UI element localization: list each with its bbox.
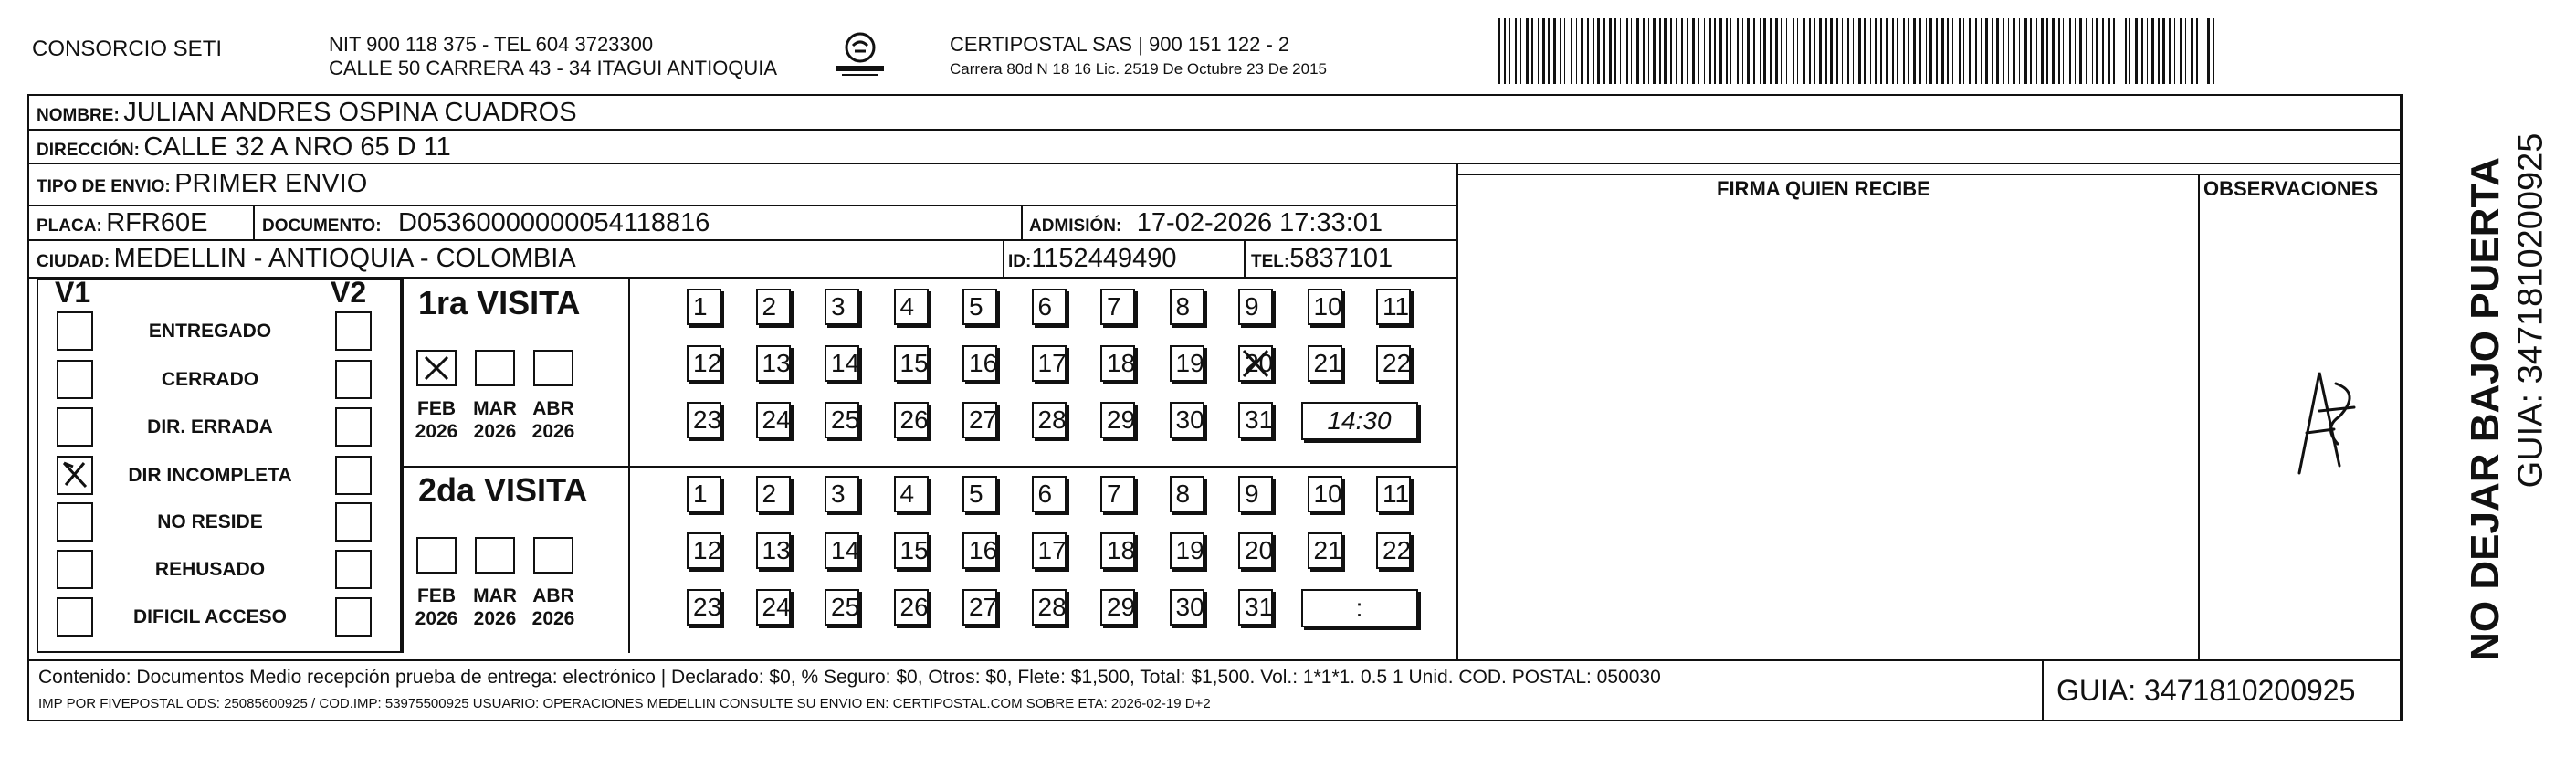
day-checkbox[interactable]: 13 [756,345,791,382]
certipostal-logo [833,27,888,80]
day-checkbox[interactable]: 30 [1170,402,1204,438]
v1-checkbox[interactable] [57,597,93,637]
month-label [530,584,577,630]
day-checkbox[interactable]: 20 [1238,345,1273,382]
month-name: MAR [473,398,517,419]
month-year: 2026 [415,421,458,442]
observaciones-handwriting [2283,356,2365,484]
month-name: ABR [532,585,574,606]
tipo-row [37,169,367,199]
day-checkbox[interactable]: 27 [962,589,997,626]
tipo-value: PRIMER ENVIO [174,169,368,198]
month-checkbox[interactable] [475,537,515,574]
direccion-label: DIRECCIÓN: [37,141,140,160]
day-checkbox[interactable]: 28 [1032,589,1067,626]
day-checkbox[interactable]: 10 [1308,289,1342,325]
day-checkbox[interactable]: 2 [756,289,791,325]
day-checkbox[interactable]: 17 [1032,345,1067,382]
month-checkbox[interactable] [475,350,515,386]
month-name: ABR [532,398,574,419]
month-year: 2026 [473,421,517,442]
month-checkbox[interactable] [533,350,573,386]
month-label [471,397,519,443]
day-checkbox[interactable]: 3 [825,476,859,512]
day-checkbox[interactable]: 18 [1100,532,1135,569]
month-label [413,584,460,630]
day-checkbox[interactable]: 11 [1376,476,1411,512]
day-checkbox[interactable]: 14 [825,345,859,382]
v2-checkbox[interactable] [335,597,372,637]
sender-name: CONSORCIO SETI [32,37,223,61]
day-checkbox[interactable]: 14 [825,532,859,569]
status-option-label: DIR. ERRADA [147,416,273,437]
side-warning: NO DEJAR BAJO PUERTA [2463,157,2508,661]
day-checkbox[interactable]: 21 [1308,532,1342,569]
admision-row [1029,208,1383,238]
day-checkbox[interactable]: 8 [1170,476,1204,512]
nombre-value: JULIAN ANDRES OSPINA CUADROS [123,98,577,127]
side-guia: GUIA: 3471810200925 [2511,132,2550,489]
v1-checkbox[interactable] [57,550,93,589]
day-checkbox[interactable]: 4 [894,476,929,512]
id-value: 1152449490 [1031,244,1177,273]
month-year: 2026 [473,608,517,629]
day-checkbox[interactable]: 16 [962,345,997,382]
v2-checkbox[interactable] [335,456,372,495]
visit-title: 1ra VISITA [418,284,581,321]
day-checkbox[interactable]: 24 [756,402,791,438]
day-checkbox[interactable]: 19 [1170,532,1204,569]
day-checkbox[interactable]: 24 [756,589,791,626]
nombre-row [37,98,577,128]
status-option-label: DIR INCOMPLETA [128,465,292,486]
ciudad-row [37,244,576,274]
v1-checkbox[interactable] [57,502,93,542]
month-checkbox[interactable] [416,350,457,386]
documento-value: D05360000000054118816 [398,208,710,237]
time-field[interactable]: 14:30 [1301,402,1418,440]
day-checkbox[interactable]: 7 [1100,476,1135,512]
placa-label: PLACA: [37,216,102,236]
day-checkbox[interactable]: 23 [687,589,721,626]
time-field[interactable]: : [1301,589,1418,627]
v1-checkbox[interactable] [57,456,93,495]
day-check-mark [1238,345,1273,386]
barcode [1498,18,2219,84]
nombre-label: NOMBRE: [37,106,120,125]
direccion-value: CALLE 32 A NRO 65 D 11 [143,132,451,162]
day-checkbox[interactable]: 7 [1100,289,1135,325]
id-label: ID: [1008,252,1032,271]
day-checkbox[interactable]: 9 [1238,476,1273,512]
v1-label: V1 [55,276,91,309]
sender-address: CALLE 50 CARRERA 43 - 34 ITAGUI ANTIOQUIA [329,57,778,79]
month-checkbox[interactable] [416,537,457,574]
day-checkbox[interactable]: 23 [687,402,721,438]
company-line: CERTIPOSTAL SAS | 900 151 122 - 2 [950,33,1290,56]
tipo-label: TIPO DE ENVIO: [37,177,171,196]
day-checkbox[interactable]: 18 [1100,345,1135,382]
day-checkbox[interactable]: 26 [894,402,929,438]
v2-checkbox[interactable] [335,550,372,589]
day-checkbox[interactable]: 6 [1032,289,1067,325]
imp-text: IMP POR FIVEPOSTAL ODS: 25085600925 / COD.IMP: 53975500925 USUARIO: OPERACIONES MEDELLIN CONSULTE SU ENVIO EN: CERTIPOSTAL.COM SOBRE ETA: 2026-02-19 D+2 [38,696,1211,711]
documento-label: DOCUMENTO: [262,216,382,236]
day-checkbox[interactable]: 15 [894,532,929,569]
v2-label: V2 [331,276,367,309]
ciudad-label: CIUDAD: [37,252,110,271]
day-checkbox[interactable]: 31 [1238,402,1273,438]
day-checkbox[interactable]: 28 [1032,402,1067,438]
day-checkbox[interactable]: 20 [1238,532,1273,569]
day-checkbox[interactable]: 25 [825,402,859,438]
status-option-label: DIFICIL ACCESO [132,606,287,627]
status-option-label: NO RESIDE [157,511,263,532]
placa-value: RFR60E [106,208,208,237]
day-checkbox[interactable]: 29 [1100,402,1135,438]
day-checkbox[interactable]: 13 [756,532,791,569]
day-checkbox[interactable]: 17 [1032,532,1067,569]
v2-checkbox[interactable] [335,502,372,542]
v1-checkbox[interactable] [57,311,93,351]
v2-checkbox[interactable] [335,311,372,351]
placa-row [37,208,207,238]
v1-checkbox[interactable] [57,407,93,447]
tel-value: 5837101 [1289,244,1393,273]
firma-label: FIRMA QUIEN RECIBE [1717,177,1930,200]
nit-line: NIT 900 118 375 - TEL 604 3723300 [329,33,654,56]
day-checkbox[interactable]: 8 [1170,289,1204,325]
month-label [530,397,577,443]
day-checkbox[interactable]: 9 [1238,289,1273,325]
contenido-text: Contenido: Documentos Medio recepción prueba de entrega: electrónico | Declarado: $0, % Seguro: $0, Otros: $0, Flete: $1,500, Total: $1,500. Vol.: 1*1*1. 0.5 1 Unid. COD. POSTAL: 050030 [38,667,1661,688]
day-checkbox[interactable]: 5 [962,289,997,325]
v2-checkbox[interactable] [335,407,372,447]
status-option-label: CERRADO [161,369,259,390]
day-checkbox[interactable]: 2 [756,476,791,512]
id-row [1008,244,1176,274]
day-checkbox[interactable]: 29 [1100,589,1135,626]
observaciones-label: OBSERVACIONES [2203,177,2379,200]
footer-guia: GUIA: 3471810200925 [2056,674,2356,707]
day-checkbox[interactable]: 21 [1308,345,1342,382]
v1-checkbox[interactable] [57,360,93,399]
day-checkbox[interactable]: 26 [894,589,929,626]
documento-row [262,208,710,238]
day-checkbox[interactable]: 5 [962,476,997,512]
day-checkbox[interactable]: 1 [687,289,721,325]
month-checkbox[interactable] [533,537,573,574]
day-checkbox[interactable]: 12 [687,532,721,569]
day-checkbox[interactable]: 6 [1032,476,1067,512]
day-checkbox[interactable]: 11 [1376,289,1411,325]
admision-value: 17-02-2026 17:33:01 [1136,208,1383,237]
month-label [471,584,519,630]
day-checkbox[interactable]: 1 [687,476,721,512]
status-option-label: REHUSADO [154,559,266,580]
day-checkbox[interactable]: 3 [825,289,859,325]
month-name: MAR [473,585,517,606]
direccion-row [37,132,451,163]
day-checkbox[interactable]: 31 [1238,589,1273,626]
month-year: 2026 [415,608,458,629]
tel-row [1251,244,1393,274]
month-year: 2026 [531,608,575,629]
day-checkbox[interactable]: 12 [687,345,721,382]
license-line: Carrera 80d N 18 16 Lic. 2519 De Octubre 23 De 2015 [950,60,1327,78]
admision-label: ADMISIÓN: [1029,216,1122,236]
visit-title: 2da VISITA [418,471,588,509]
day-checkbox[interactable]: 10 [1308,476,1342,512]
day-checkbox[interactable]: 4 [894,289,929,325]
day-checkbox[interactable]: 22 [1376,345,1411,382]
day-checkbox[interactable]: 25 [825,589,859,626]
day-checkbox[interactable]: 15 [894,345,929,382]
day-checkbox[interactable]: 19 [1170,345,1204,382]
day-checkbox[interactable]: 16 [962,532,997,569]
tel-label: TEL: [1251,252,1290,271]
month-label [413,397,460,443]
month-name: FEB [417,585,456,606]
day-checkbox[interactable]: 22 [1376,532,1411,569]
day-checkbox[interactable]: 30 [1170,589,1204,626]
status-option-label: ENTREGADO [148,321,272,342]
month-year: 2026 [531,421,575,442]
ciudad-value: MEDELLIN - ANTIOQUIA - COLOMBIA [113,244,576,273]
day-checkbox[interactable]: 27 [962,402,997,438]
v2-checkbox[interactable] [335,360,372,399]
month-name: FEB [417,398,456,419]
